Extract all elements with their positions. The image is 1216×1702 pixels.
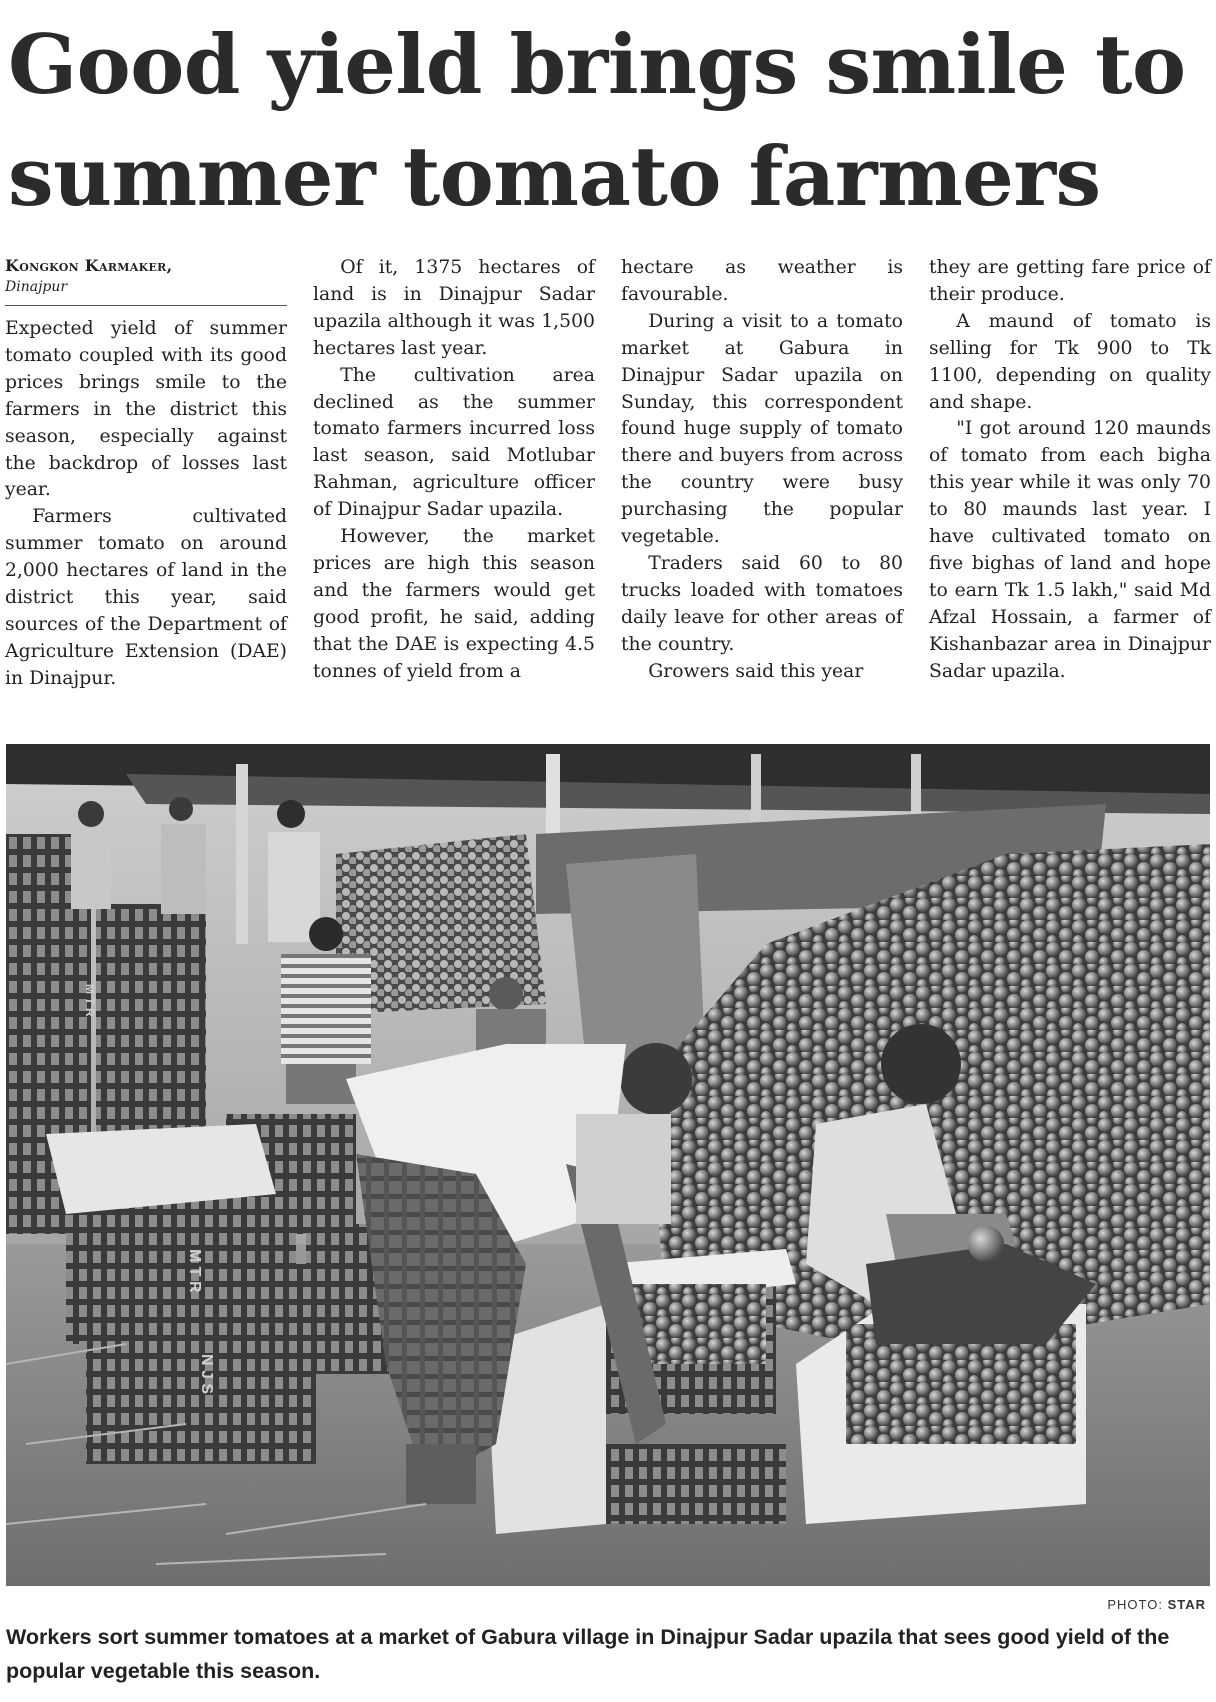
paragraph: "I got around 120 maunds of tomato from each bigha this year while it was only 70 to 80 maunds last year. I have cultivated tomato on five bighas of land and hope to earn Tk 1.5 lakh," said Md Afzal Hossain, a farmer of Kishanbazar area in Dinajpur Sadar upazila. <box>929 418 1211 682</box>
photo-credit-label: PHOTO: <box>1107 1597 1163 1612</box>
crate-marking: M T R <box>83 984 97 1017</box>
photo-credit-source: STAR <box>1167 1597 1206 1612</box>
news-photo <box>6 744 1210 1586</box>
paragraph: Of it, 1375 hectares of land is in Dinajpur Sadar upazila although it was 1,500 hectares last year. <box>313 257 595 359</box>
dateline: Dinajpur <box>5 277 287 306</box>
author-name: Kongkon Karmaker, <box>5 256 173 275</box>
byline <box>5 255 287 306</box>
paragraph: A maund of tomato is selling for Tk 900 to Tk 1100, depending on quality and shape. <box>929 310 1211 413</box>
photo-credit <box>1107 1597 1206 1612</box>
headline: Good yield brings smile to summer tomato farmers <box>8 18 1186 225</box>
column-1 <box>5 255 287 725</box>
paragraph: Traders said 60 to 80 trucks loaded with tomatoes daily leave for other areas of the country. <box>621 552 903 655</box>
paragraph: Growers said this year <box>648 660 864 682</box>
column-2 <box>313 255 595 725</box>
column-3 <box>621 255 903 725</box>
paragraph: hectare as weather is favourable. <box>621 257 903 305</box>
paragraph: they are getting fare price of their produce. <box>929 257 1211 305</box>
crate-marking: N J S <box>198 1354 215 1395</box>
paragraph: However, the market prices are high this season and the farmers would get good profit, he said, adding that the DAE is expecting 4.5 tonnes of yield from a <box>313 526 595 682</box>
photo-caption: Workers sort summer tomatoes at a market of Gabura village in Dinajpur Sadar upazila that sees good yield of the popular vegetable this season. <box>6 1625 1170 1683</box>
paragraph: The cultivation area declined as the summer tomato farmers incurred loss last season, said Motlubar Rahman, agriculture officer of Dinajpur Sadar upazila. <box>313 364 595 521</box>
article-body <box>5 255 1211 725</box>
tomato-market-photo <box>6 744 1210 1586</box>
column-4 <box>929 255 1211 725</box>
paragraph: During a visit to a tomato market at Gabura in Dinajpur Sadar upazila on Sunday, this correspondent found huge supply of tomato there and buyers from across the country were busy purchasing the popular vegetable. <box>621 310 903 548</box>
crate-marking: M T R <box>186 1249 203 1293</box>
paragraph: Farmers cultivated summer tomato on around 2,000 hectares of land in the district this year, said sources of the Department of Agriculture Extension (DAE) in Dinajpur. <box>5 506 287 689</box>
paragraph: Expected yield of summer tomato coupled with its good prices brings smile to the farmers in the district this season, especially against the backdrop of losses last year. <box>5 318 287 501</box>
